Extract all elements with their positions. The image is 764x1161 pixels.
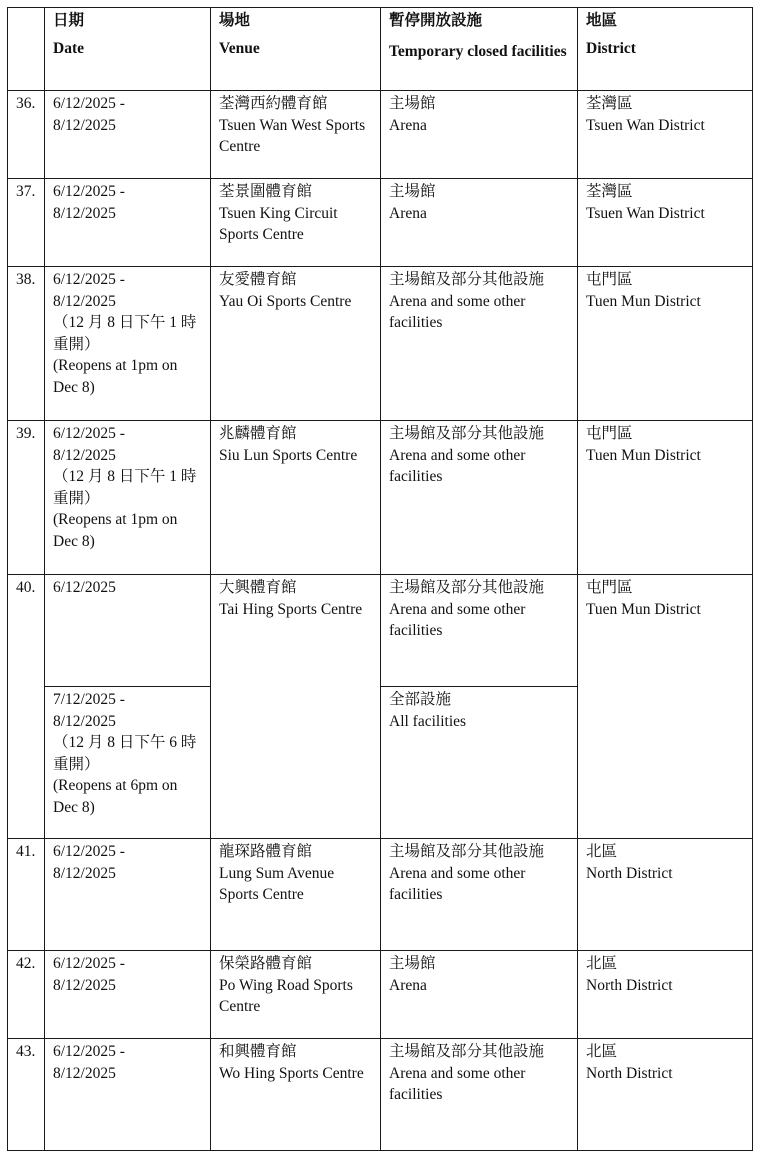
facilities-cell (381, 951, 578, 1039)
date-end: 8/12/2025 (53, 712, 116, 730)
district-en: North District (586, 1064, 673, 1082)
facilities-cell (381, 1039, 578, 1151)
district-zh: 屯門區 (586, 425, 633, 442)
header-district-en: District (586, 39, 636, 57)
table-row (8, 1039, 753, 1151)
venue-zh: 保榮路體育館 (219, 955, 313, 972)
venue-cell (211, 267, 381, 421)
district-en: Tuen Mun District (586, 292, 701, 310)
date-cell (45, 1039, 211, 1151)
district-en: Tuen Mun District (586, 600, 701, 618)
table-row (8, 575, 753, 687)
header-venue (211, 8, 381, 91)
facilities-zh: 主場館 (389, 95, 436, 112)
row-number: 42. (8, 951, 45, 1039)
district-cell (578, 179, 753, 267)
date-start: 6/12/2025 - (53, 843, 125, 860)
facilities-cell (381, 575, 578, 687)
header-date (45, 8, 211, 91)
date-start: 7/12/2025 - (53, 691, 125, 708)
date-start: 6/12/2025 - (53, 183, 125, 200)
facilities-zh: 主場館及部分其他設施 (389, 579, 545, 596)
header-number-cell (8, 8, 45, 91)
date-start: 6/12/2025 - (53, 1043, 125, 1060)
date-end: 8/12/2025 (53, 864, 116, 882)
district-en: North District (586, 864, 673, 882)
facilities-zh: 主場館 (389, 183, 436, 200)
district-zh: 荃灣區 (586, 183, 633, 200)
date-cell (45, 267, 211, 421)
venue-zh: 兆麟體育館 (219, 425, 297, 442)
date-start: 6/12/2025 - (53, 95, 125, 112)
header-date-en: Date (53, 39, 84, 57)
date-end: 8/12/2025 (53, 446, 116, 464)
district-cell (578, 1039, 753, 1151)
row-number: 36. (8, 91, 45, 179)
table-row (8, 267, 753, 421)
venue-zh: 龍琛路體育館 (219, 843, 313, 860)
district-en: Tsuen Wan District (586, 116, 705, 134)
district-zh: 屯門區 (586, 271, 633, 288)
date-cell (45, 179, 211, 267)
date-end: 8/12/2025 (53, 116, 116, 134)
date-cell (45, 575, 211, 687)
district-cell (578, 91, 753, 179)
venue-zh: 大興體育館 (219, 579, 297, 596)
district-cell (578, 267, 753, 421)
date-cell (45, 91, 211, 179)
closure-table (7, 7, 753, 1151)
district-cell (578, 575, 753, 839)
venue-en: Wo Hing Sports Centre (219, 1064, 364, 1082)
reopen-note-en: (Reopens at 1pm on Dec 8) (53, 357, 178, 396)
venue-zh: 和興體育館 (219, 1043, 297, 1060)
date-start: 6/12/2025 - (53, 955, 125, 972)
row-number: 39. (8, 421, 45, 575)
facilities-cell (381, 179, 578, 267)
district-cell (578, 421, 753, 575)
venue-zh: 友愛體育館 (219, 271, 297, 288)
venue-cell (211, 91, 381, 179)
district-en: North District (586, 976, 673, 994)
reopen-note-zh: （12 月 8 日下午 6 時重開） (53, 734, 197, 773)
district-zh: 屯門區 (586, 579, 633, 596)
district-zh: 荃灣區 (586, 95, 633, 112)
venue-en: Siu Lun Sports Centre (219, 446, 358, 464)
header-venue-zh: 場地 (219, 12, 251, 29)
facilities-cell (381, 687, 578, 839)
reopen-note-en: (Reopens at 1pm on Dec 8) (53, 511, 178, 550)
facilities-cell (381, 421, 578, 575)
header-facilities-en: Temporary closed facilities (389, 42, 567, 60)
row-number: 43. (8, 1039, 45, 1151)
row-number: 37. (8, 179, 45, 267)
facilities-en: Arena (389, 976, 427, 994)
venue-en: Tai Hing Sports Centre (219, 600, 363, 618)
district-cell (578, 839, 753, 951)
facilities-zh: 主場館及部分其他設施 (389, 271, 545, 288)
facilities-zh: 主場館及部分其他設施 (389, 1043, 545, 1060)
venue-cell (211, 1039, 381, 1151)
facilities-en: Arena and some other facilities (389, 864, 526, 903)
district-zh: 北區 (586, 955, 618, 972)
venue-en: Tsuen King Circuit Sports Centre (219, 204, 338, 243)
facilities-en: Arena (389, 204, 427, 222)
header-facilities-zh: 暫停開放設施 (389, 12, 483, 29)
facilities-zh: 主場館及部分其他設施 (389, 425, 545, 442)
facilities-en: Arena and some other facilities (389, 1064, 526, 1103)
date-end: 8/12/2025 (53, 1064, 116, 1082)
district-zh: 北區 (586, 1043, 618, 1060)
facilities-en: Arena (389, 116, 427, 134)
table-row (8, 951, 753, 1039)
venue-en: Yau Oi Sports Centre (219, 292, 352, 310)
table-row (8, 91, 753, 179)
facilities-en: All facilities (389, 712, 467, 730)
district-zh: 北區 (586, 843, 618, 860)
date-end: 8/12/2025 (53, 976, 116, 994)
facilities-en: Arena and some other facilities (389, 446, 526, 485)
reopen-note-zh: （12 月 8 日下午 1 時重開） (53, 468, 197, 507)
facilities-zh: 主場館 (389, 955, 436, 972)
header-venue-en: Venue (219, 39, 260, 57)
district-cell (578, 951, 753, 1039)
district-en: Tsuen Wan District (586, 204, 705, 222)
venue-zh: 荃景圍體育館 (219, 183, 313, 200)
header-district-zh: 地區 (586, 12, 618, 29)
venue-cell (211, 839, 381, 951)
venue-cell (211, 421, 381, 575)
venue-en: Po Wing Road Sports Centre (219, 976, 353, 1015)
date-start: 6/12/2025 - (53, 271, 125, 288)
venue-en: Tsuen Wan West Sports Centre (219, 116, 366, 155)
venue-cell (211, 951, 381, 1039)
venue-zh: 荃灣西約體育館 (219, 95, 328, 112)
date-cell (45, 839, 211, 951)
header-district (578, 8, 753, 91)
row-number: 38. (8, 267, 45, 421)
reopen-note-en: (Reopens at 6pm on Dec 8) (53, 777, 178, 816)
facilities-zh: 全部設施 (389, 691, 452, 708)
reopen-note-zh: （12 月 8 日下午 1 時重開） (53, 314, 197, 353)
header-row (8, 8, 753, 91)
row-number: 40. (8, 575, 45, 839)
facilities-cell (381, 91, 578, 179)
venue-cell (211, 575, 381, 839)
table-row (8, 179, 753, 267)
date-cell (45, 687, 211, 839)
venue-en: Lung Sum Avenue Sports Centre (219, 864, 335, 903)
date-end: 8/12/2025 (53, 204, 116, 222)
date-start: 6/12/2025 - (53, 425, 125, 442)
facilities-cell (381, 267, 578, 421)
header-facilities (381, 8, 578, 91)
table-row (8, 839, 753, 951)
facilities-cell (381, 839, 578, 951)
facilities-en: Arena and some other facilities (389, 600, 526, 639)
facilities-zh: 主場館及部分其他設施 (389, 843, 545, 860)
table-row (8, 421, 753, 575)
row-number: 41. (8, 839, 45, 951)
date-start: 6/12/2025 (53, 579, 116, 596)
header-date-zh: 日期 (53, 12, 85, 29)
date-end: 8/12/2025 (53, 292, 116, 310)
facilities-en: Arena and some other facilities (389, 292, 526, 331)
date-cell (45, 421, 211, 575)
date-cell (45, 951, 211, 1039)
venue-cell (211, 179, 381, 267)
district-en: Tuen Mun District (586, 446, 701, 464)
